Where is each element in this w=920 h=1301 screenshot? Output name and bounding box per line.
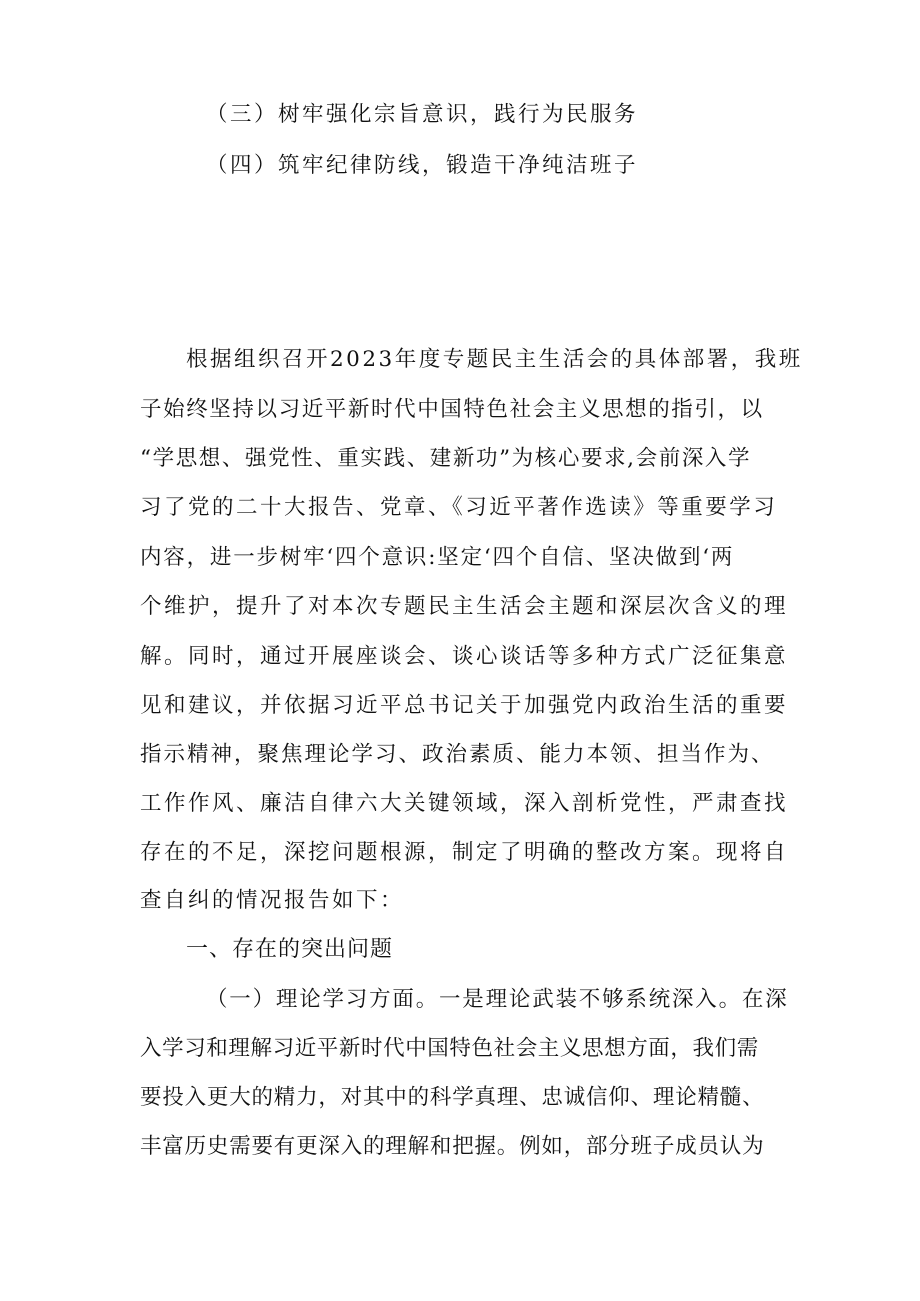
intro-line-3: “学思想、强党性、重实践、建新功”为核心要求,会前深入学 <box>140 446 752 471</box>
section-line-4: 丰富历史需要有更深入的理解和把握。例如，部分班子成员认为 <box>140 1134 765 1159</box>
intro-line-6: 个维护，提升了对本次专题民主生活会主题和深层次含义的理 <box>140 594 789 619</box>
toc-item-3: （三）树牢强化宗旨意识，践行为民服务 <box>206 102 639 127</box>
section-line-2: 入学习和理解习近平新时代中国特色社会主义思想方面，我们需 <box>140 1036 759 1061</box>
intro-line-5: 内容，进一步树牢‘四个意识:坚定‘四个自信、坚决做到‘两 <box>140 545 735 570</box>
intro-line-12: 查自纠的情况报告如下： <box>140 888 405 913</box>
section-heading: 一、存在的突出问题 <box>186 937 394 962</box>
intro-line-11: 存在的不足，深挖问题根源，制定了明确的整改方案。现将自 <box>140 840 789 865</box>
toc-item-4: （四）筑牢纪律防线，锻造干净纯洁班子 <box>206 153 639 178</box>
intro-line-8: 见和建议，并依据习近平总书记关于加强党内政治生活的重要 <box>140 693 789 718</box>
intro-line-9: 指示精神，聚焦理论学习、政治素质、能力本领、担当作为、 <box>140 742 775 767</box>
section-line-1: （一）理论学习方面。一是理论武装不够系统深入。在深 <box>206 987 789 1012</box>
intro-line-2: 子始终坚持以习近平新时代中国特色社会主义思想的指引，以 <box>140 397 764 422</box>
intro-line-10: 工作作风、廉洁自律六大关键领域，深入剖析党性，严肃查找 <box>140 791 789 816</box>
intro-line-1: 根据组织召开2023年度专题民主生活会的具体部署，我班 <box>186 347 803 372</box>
section-line-3: 要投入更大的精力，对其中的科学真理、忠诚信仰、理论精髓、 <box>140 1085 765 1110</box>
intro-line-4: 习了党的二十大报告、党章、《习近平著作选读》等重要学习 <box>140 495 778 520</box>
intro-line-7: 解。同时，通过开展座谈会、谈心谈话等多种方式广泛征集意 <box>140 644 789 669</box>
